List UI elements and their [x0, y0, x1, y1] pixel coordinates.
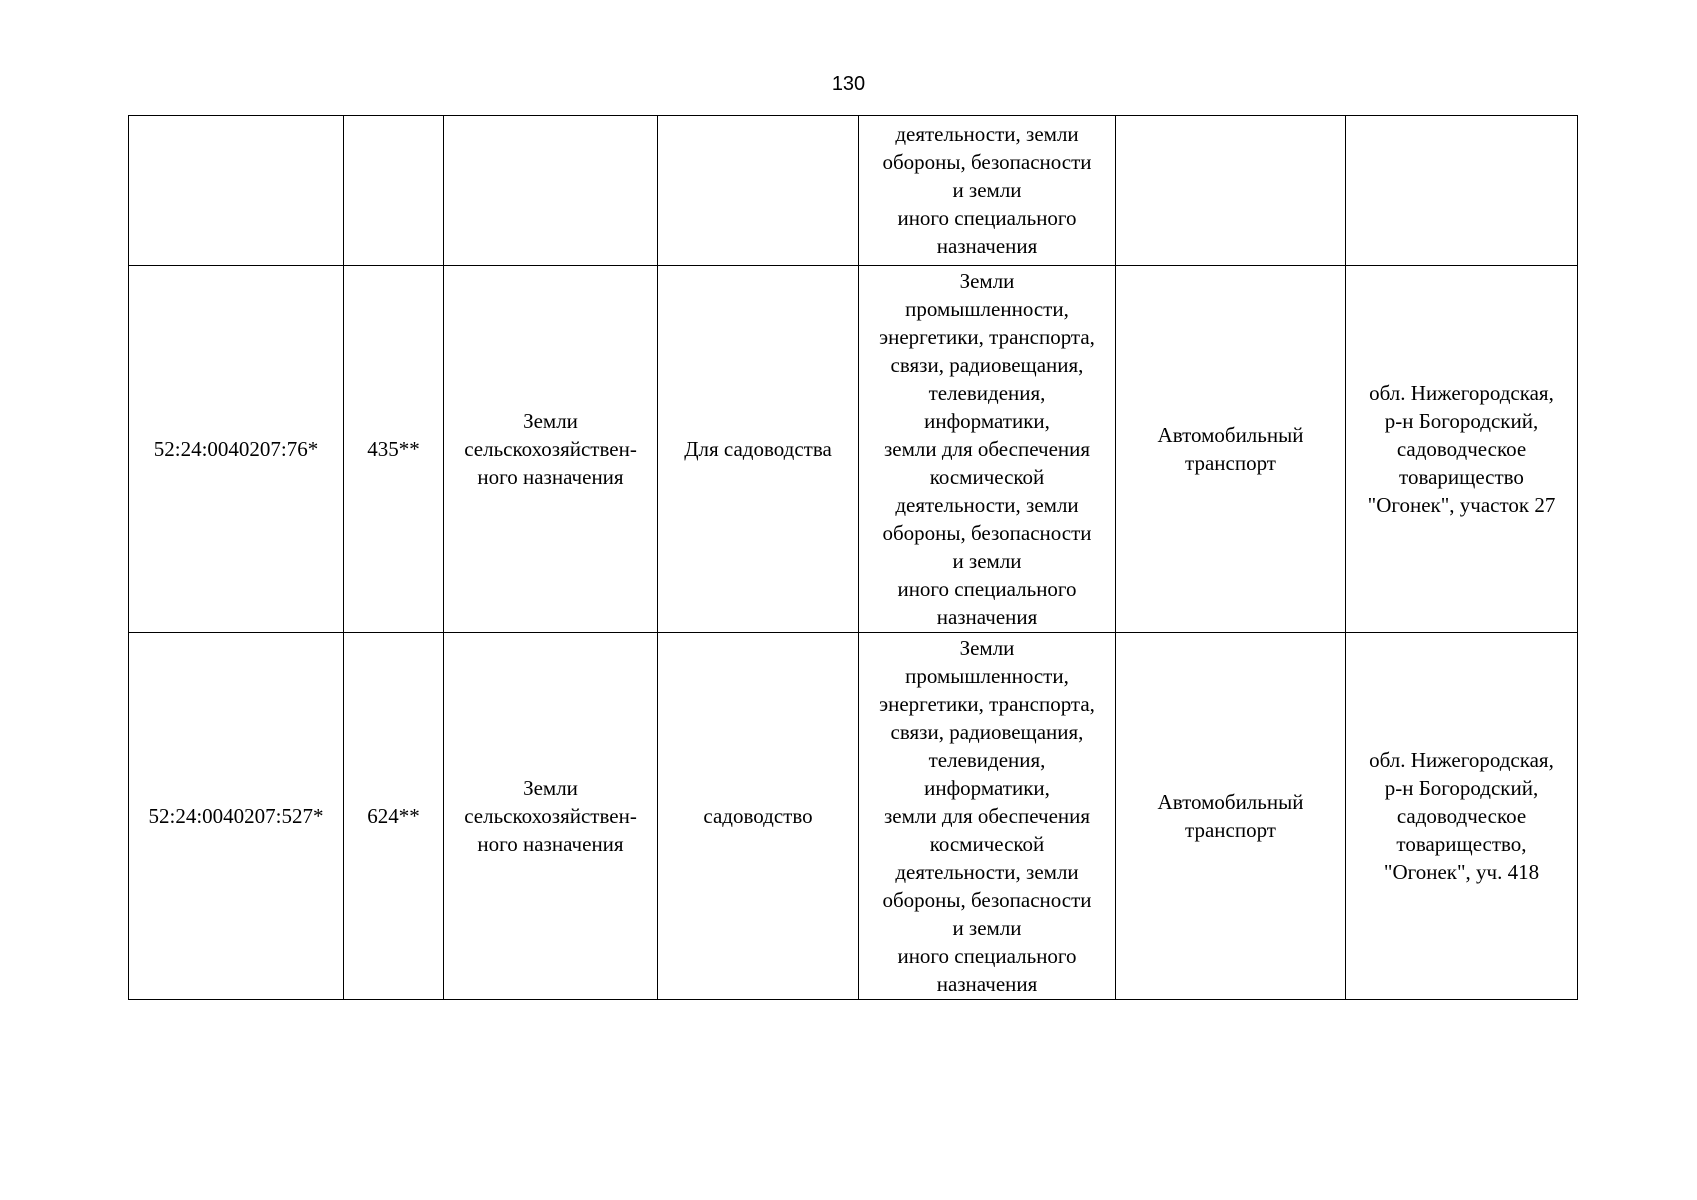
permitted-use-cell: Для садоводства [658, 266, 859, 633]
text-line: и земли [952, 916, 1022, 940]
text-line: обороны, безопасности [882, 888, 1092, 912]
text-line: земли для обеспечения [883, 437, 1091, 461]
land-category-cell [444, 633, 658, 1000]
text-line: информатики, [924, 776, 1050, 800]
text-line: иного специального [897, 944, 1077, 968]
text-line: транспорт [1185, 818, 1276, 842]
text-line: товарищество [1399, 465, 1524, 489]
text-line: деятельности, земли [895, 493, 1079, 517]
text-line: назначения [936, 234, 1038, 258]
text-line: садоводческое [1396, 437, 1527, 461]
permitted-use-cell: садоводство [658, 633, 859, 1000]
text-line: назначения [936, 972, 1038, 996]
text-line: сельскохозяйствен- [464, 437, 637, 461]
area-cell: 624** [344, 633, 444, 1000]
page-number: 130 [831, 73, 866, 95]
text-line: ного назначения [477, 832, 624, 856]
text-line: р-н Богородский, [1384, 409, 1539, 433]
adjacent-category-cell [859, 633, 1116, 1000]
text-line: энергетики, транспорта, [879, 692, 1095, 716]
text-line: обл. Нижегородская, [1369, 381, 1554, 405]
land-plots-table [128, 115, 1578, 1000]
area-cell: 435** [344, 266, 444, 633]
text-line: земли для обеспечения [883, 804, 1091, 828]
text-line: связи, радиовещания, [890, 720, 1084, 744]
text-line: р-н Богородский, [1384, 776, 1539, 800]
area-cell [344, 116, 444, 266]
text-line: космической [929, 832, 1045, 856]
cadastral-number-cell [129, 116, 344, 266]
permitted-use-cell [658, 116, 859, 266]
transport-cell [1116, 116, 1346, 266]
continuation-row [129, 116, 1578, 266]
text-line: обороны, безопасности [882, 521, 1092, 545]
text-line: товарищество, [1396, 832, 1527, 856]
text-line: телевидения, [928, 381, 1046, 405]
text-line: связи, радиовещания, [890, 353, 1084, 377]
text-line: космической [929, 465, 1045, 489]
text-line: иного специального [897, 206, 1077, 230]
cadastral-number-cell: 52:24:0040207:527* [129, 633, 344, 1000]
adjacent-category-cell [859, 116, 1116, 266]
address-cell [1346, 633, 1578, 1000]
cadastral-number-cell: 52:24:0040207:76* [129, 266, 344, 633]
text-line: промышленности, [905, 297, 1069, 321]
text-line: Земли [523, 776, 578, 800]
table-row [129, 266, 1578, 633]
text-line: телевидения, [928, 748, 1046, 772]
text-line: информатики, [924, 409, 1050, 433]
transport-cell [1116, 266, 1346, 633]
text-line: садоводческое [1396, 804, 1527, 828]
text-line: обл. Нижегородская, [1369, 748, 1554, 772]
text-line: ного назначения [477, 465, 624, 489]
text-line: промышленности, [905, 664, 1069, 688]
text-line: транспорт [1185, 451, 1276, 475]
land-category-cell [444, 116, 658, 266]
text-line: "Огонек", уч. 418 [1383, 860, 1540, 884]
text-line: деятельности, земли [895, 860, 1079, 884]
text-line: и земли [952, 178, 1022, 202]
adjacent-category-cell [859, 266, 1116, 633]
text-line: Автомобильный [1157, 790, 1304, 814]
transport-cell [1116, 633, 1346, 1000]
text-line: деятельности, земли [895, 122, 1079, 146]
text-line: Автомобильный [1157, 423, 1304, 447]
table-row [129, 633, 1578, 1000]
text-line: Земли [959, 269, 1015, 293]
land-category-cell [444, 266, 658, 633]
text-line: сельскохозяйствен- [464, 804, 637, 828]
text-line: "Огонек", участок 27 [1367, 493, 1556, 517]
address-cell [1346, 116, 1578, 266]
text-line: и земли [952, 549, 1022, 573]
text-line: Земли [959, 636, 1015, 660]
text-line: обороны, безопасности [882, 150, 1092, 174]
text-line: Земли [523, 409, 578, 433]
text-line: назначения [936, 605, 1038, 629]
text-line: энергетики, транспорта, [879, 325, 1095, 349]
address-cell [1346, 266, 1578, 633]
text-line: иного специального [897, 577, 1077, 601]
